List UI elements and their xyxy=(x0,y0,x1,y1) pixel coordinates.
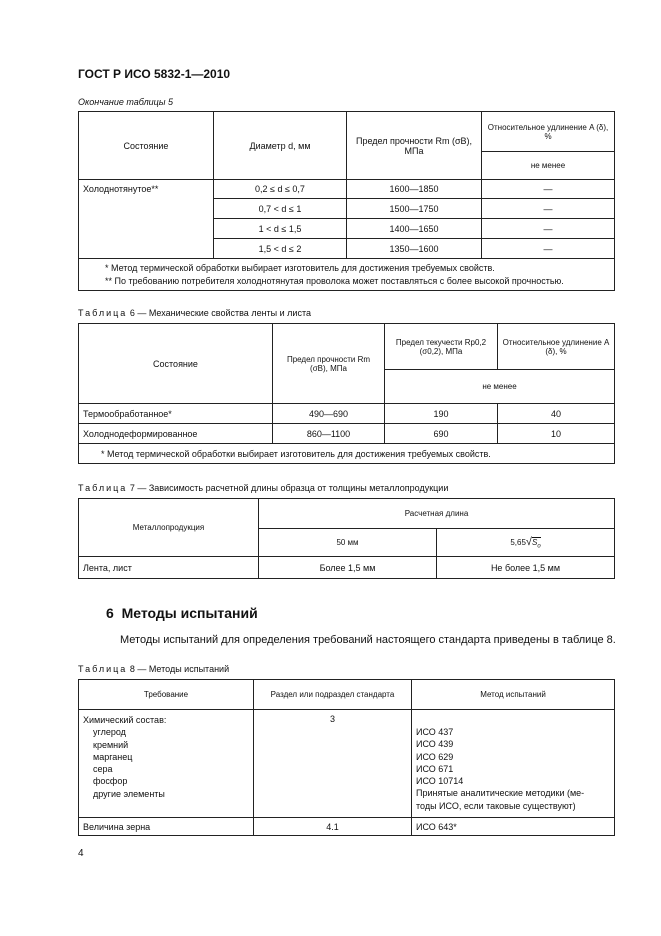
table6-yield: 690 xyxy=(385,424,498,444)
table5-strength: 1600—1850 xyxy=(347,180,482,199)
table5-note-2: ** По требованию потребителя холоднотянутая проволока может поставляться с более высокой прочностью. xyxy=(105,276,564,286)
table7-header-product: Металлопродукция xyxy=(79,499,259,557)
table6-state: Холоднодеформированное xyxy=(79,424,273,444)
table5-state: Холоднотянутое** xyxy=(79,180,214,259)
table8-header-method: Метод испытаний xyxy=(412,680,615,710)
table8-chem-item: кремний xyxy=(93,739,129,750)
table7-value-50mm: Более 1,5 мм xyxy=(259,557,437,579)
table8-chem-method: ИСО 437 xyxy=(416,727,454,737)
table5-caption: Окончание таблицы 5 xyxy=(78,97,173,107)
table5-strength: 1350—1600 xyxy=(347,239,482,259)
table5-header-not-less: не менее xyxy=(482,152,615,180)
table5-strength: 1500—1750 xyxy=(347,199,482,219)
table6-yield: 190 xyxy=(385,404,498,424)
table6-header-elongation: Относительное удлинение A (δ), % xyxy=(498,324,615,370)
table5 xyxy=(78,111,615,291)
table7-caption: Таблица 7 — Зависимость расчетной длины образца от толщины металлопродукции xyxy=(78,483,449,493)
table7-product: Лента, лист xyxy=(79,557,259,579)
table6-header-state: Состояние xyxy=(79,324,273,404)
table8-grain-requirement: Величина зерна xyxy=(79,818,254,836)
table7-header-formula: $5,65√S_o$ xyxy=(437,529,615,557)
table8-chem-requirement xyxy=(79,710,254,818)
table8 xyxy=(78,679,615,836)
table6-caption: Таблица 6 — Механические свойства ленты и листа xyxy=(78,308,311,318)
table5-header-state: Состояние xyxy=(79,112,214,180)
table8-chem-item: углерод xyxy=(93,727,126,738)
table8-chem-method: ИСО 10714 xyxy=(416,776,464,787)
table5-elongation: — xyxy=(482,239,615,259)
table8-chem-method: ИСО 629 xyxy=(416,751,454,762)
table5-diameter: 0,2 ≤ d ≤ 0,7 xyxy=(214,180,347,199)
table8-caption: Таблица 8 — Методы испытаний xyxy=(78,664,230,674)
table6-elongation: 10 xyxy=(498,424,615,444)
table5-header-strength: Предел прочности Rm (σB), МПа xyxy=(347,112,482,180)
table6-note: * Метод термической обработки выбирает изготовитель для достижения требуемых свойств. xyxy=(79,444,615,464)
table5-header-elongation: Относительное удлинение A (δ), % xyxy=(482,112,615,152)
table6-header-strength: Предел прочности Rm (σB), МПа xyxy=(273,324,385,404)
table6-strength: 860—1100 xyxy=(273,424,385,444)
table7-header-50mm: 50 мм xyxy=(259,529,437,557)
table5-elongation: — xyxy=(482,219,615,239)
table8-chem-section: 3 xyxy=(254,710,412,818)
section-heading: 6 Методы испытаний xyxy=(106,605,258,621)
page-number: 4 xyxy=(78,848,84,859)
table6-state: Термообработанное* xyxy=(79,404,273,424)
table8-chem-item: марганец xyxy=(93,751,133,762)
table5-header-diameter: Диаметр d, мм xyxy=(214,112,347,180)
table8-header-requirement: Требование xyxy=(79,680,254,710)
table8-chem-method: ИСО 671 xyxy=(416,763,454,774)
table8-chem-methods xyxy=(412,710,615,818)
table7-value-formula: Не более 1,5 мм xyxy=(437,557,615,579)
table6-strength: 490—690 xyxy=(273,404,385,424)
table8-chem-method: Принятые аналитические методики (ме- xyxy=(416,788,585,799)
table5-diameter: 1 < d ≤ 1,5 xyxy=(214,219,347,239)
table6-header-not-less: не менее xyxy=(385,370,615,404)
table8-chem-method: ИСО 439 xyxy=(416,739,454,750)
table5-notes xyxy=(79,259,615,291)
table8-chem-item: другие элементы xyxy=(93,788,165,799)
table6-header-yield: Предел текучести Rp0,2 (σ0,2), МПа xyxy=(385,324,498,370)
table5-elongation: — xyxy=(482,199,615,219)
table8-chem-item: сера xyxy=(93,764,113,775)
table5-note-1: * Метод термической обработки выбирает изготовитель для достижения требуемых свойств. xyxy=(105,263,495,273)
table5-elongation: — xyxy=(482,180,615,199)
table8-header-section: Раздел или подраздел стандарта xyxy=(254,680,412,710)
section-paragraph: Методы испытаний для определения требований настоящего стандарта приведены в таблице 8. xyxy=(120,634,616,646)
table8-chem-title: Химический состав: xyxy=(83,715,167,725)
table7 xyxy=(78,498,615,579)
table8-chem-method: тоды ИСО, если таковые существуют) xyxy=(416,800,576,811)
table7-header-length: Расчетная длина xyxy=(259,499,615,529)
table8-grain-method: ИСО 643* xyxy=(412,818,615,836)
table8-grain-section: 4.1 xyxy=(254,818,412,836)
table6-elongation: 40 xyxy=(498,404,615,424)
table5-diameter: 1,5 < d ≤ 2 xyxy=(214,239,347,259)
table5-strength: 1400—1650 xyxy=(347,219,482,239)
document-header: ГОСТ Р ИСО 5832-1—2010 xyxy=(78,67,231,81)
table8-chem-item: фосфор xyxy=(93,776,128,787)
table6 xyxy=(78,323,615,464)
table5-diameter: 0,7 < d ≤ 1 xyxy=(214,199,347,219)
